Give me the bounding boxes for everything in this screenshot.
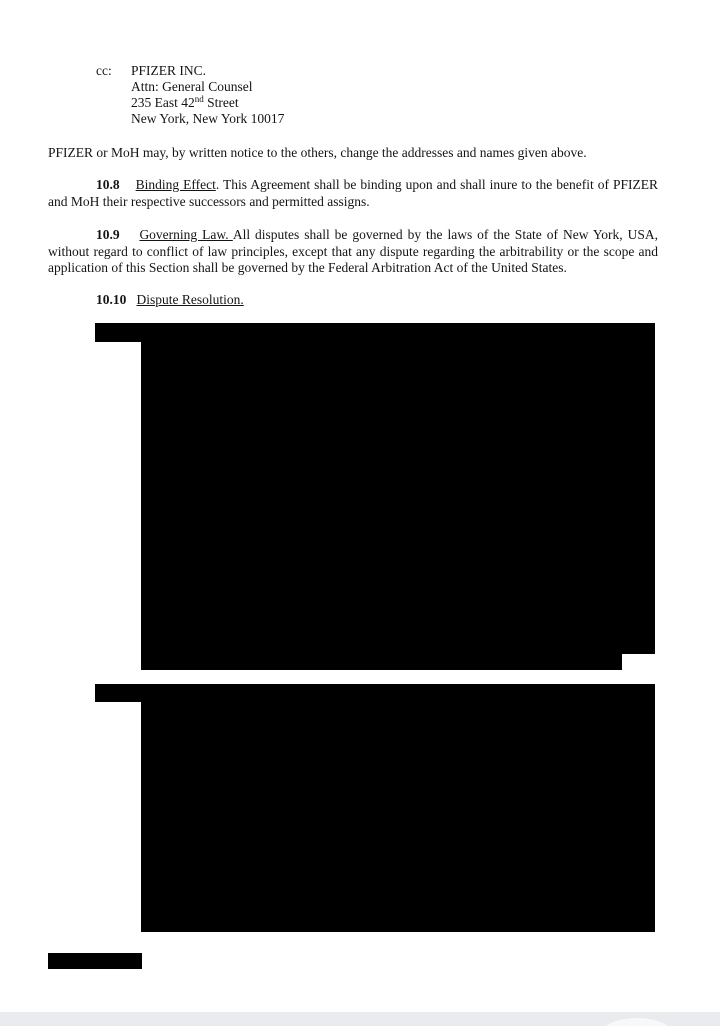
section-10-9-body: All disputes shall be governed by the laws of the State of New York, USA, without regard to conflict of law principles, except that any dispute regarding the arbitrability or the scope and application of this Section shall be governed by the Federal Arbitration Act of the United States. bbox=[48, 227, 658, 275]
section-10-10 bbox=[96, 292, 244, 309]
cc-company: PFIZER INC. bbox=[131, 63, 207, 78]
section-10-8-body: This Agreement shall be binding upon and shall inure to the benefit of PFIZER and MoH their respective successors and permitted assigns. bbox=[48, 177, 659, 209]
section-10-8-heading: Binding Effect bbox=[135, 177, 216, 192]
viewer-scroll-indicator bbox=[602, 1018, 672, 1026]
section-10-8-heading-period: . bbox=[215, 177, 220, 192]
redaction-block-1-body bbox=[141, 323, 655, 654]
redaction-block-2-body bbox=[141, 684, 655, 932]
viewer-bottom-bar bbox=[0, 1012, 720, 1026]
cc-city: New York, New York 10017 bbox=[131, 111, 285, 126]
cc-attn: Attn: General Counsel bbox=[131, 79, 253, 94]
cc-street-name: Street bbox=[203, 95, 239, 110]
redaction-block-1-last-line bbox=[141, 653, 622, 670]
section-10-9-heading: Governing Law. bbox=[139, 227, 233, 242]
cc-street-suffix: nd bbox=[194, 94, 204, 104]
cc-street-number: 235 East 42 bbox=[131, 95, 195, 110]
section-10-10-number: 10.10 bbox=[96, 292, 127, 307]
redaction-footer bbox=[48, 953, 142, 969]
section-10-9-number: 10.9 bbox=[96, 227, 120, 242]
notice-paragraph: PFIZER or MoH may, by written notice to the others, change the addresses and names given above. bbox=[48, 145, 587, 160]
section-10-10-heading: Dispute Resolution. bbox=[136, 292, 244, 307]
cc-label: cc: bbox=[96, 63, 112, 78]
section-10-9 bbox=[48, 227, 658, 277]
cc-street bbox=[131, 95, 239, 112]
section-10-8-number: 10.8 bbox=[96, 177, 120, 192]
section-10-8 bbox=[48, 177, 658, 210]
